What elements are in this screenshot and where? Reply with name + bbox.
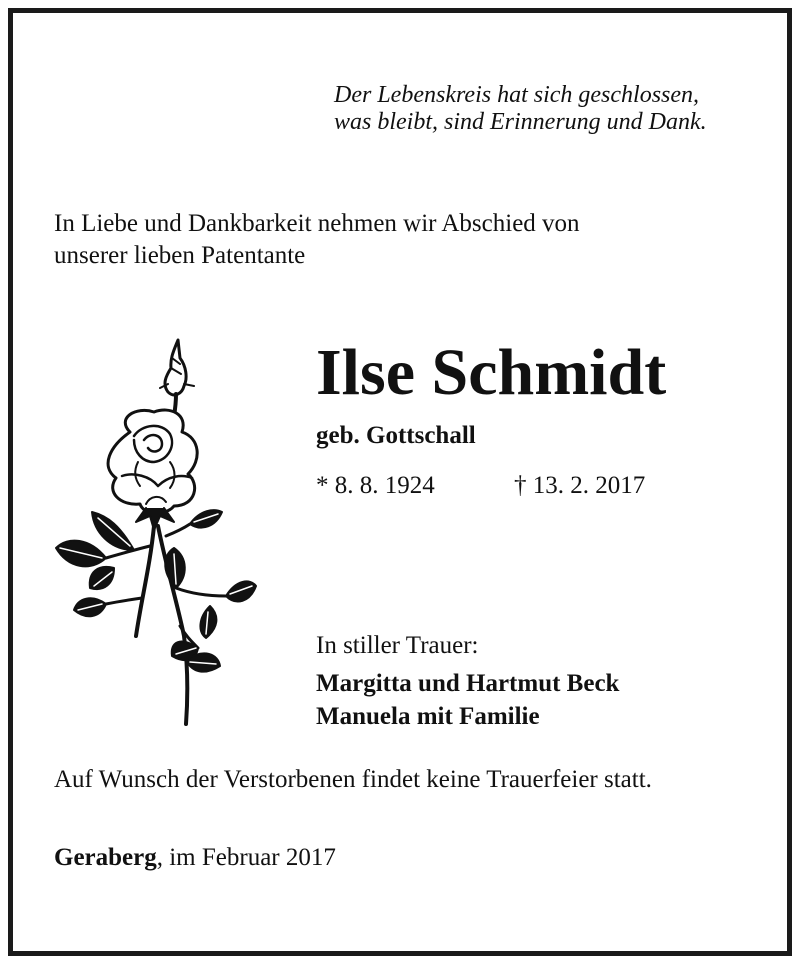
intro-text (54, 208, 744, 272)
mourners-list (316, 667, 619, 733)
mourner-name: Manuela mit Familie (316, 703, 540, 730)
closing-date: , im Februar 2017 (156, 844, 336, 871)
place-date (54, 842, 336, 874)
death-date: † 13. 2. 2017 (514, 472, 646, 499)
place-name: Geraberg (54, 844, 157, 871)
mourners-label: In stiller Trauer: (316, 632, 479, 659)
life-dates (316, 470, 645, 502)
motto (334, 82, 754, 136)
intro-line-2: unserer lieben Patentante (54, 242, 306, 269)
motto-line-1: Der Lebenskreis hat sich geschlossen, (334, 82, 700, 108)
birth-date: * 8. 8. 1924 (316, 472, 435, 499)
rose-icon (50, 336, 260, 728)
intro-line-1: In Liebe und Dankbarkeit nehmen wir Abschied von (54, 210, 580, 237)
funeral-note: Auf Wunsch der Verstorbenen findet keine Trauerfeier statt. (54, 766, 652, 793)
maiden-name: geb. Gottschall (316, 422, 476, 449)
motto-line-2: was bleibt, sind Erinnerung und Dank. (334, 109, 707, 135)
deceased-name: Ilse Schmidt (316, 336, 667, 409)
mourner-name: Margitta und Hartmut Beck (316, 670, 620, 697)
